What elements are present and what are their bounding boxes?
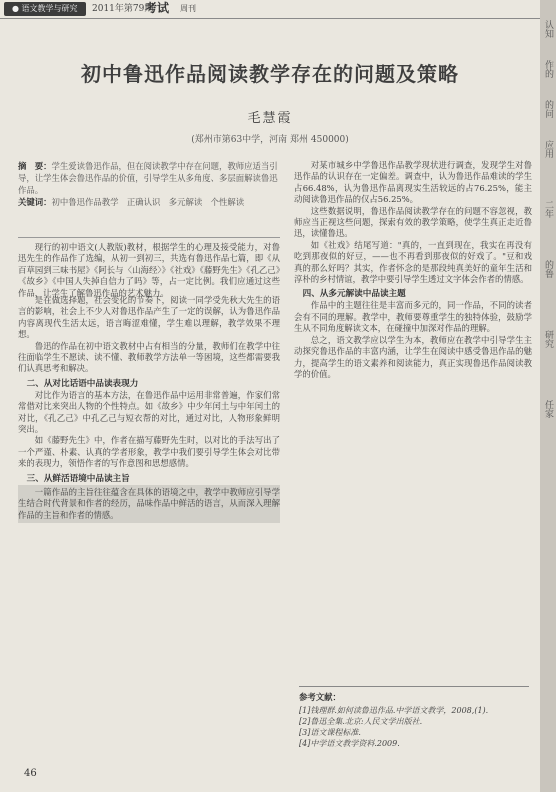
strip-text: 的鲁 [543,260,553,278]
strip-text: 研究 [543,330,553,348]
article-author: 毛慧霞 [247,111,293,126]
strip-text: 任家 [543,400,553,418]
page-number: 46 [24,768,37,779]
magazine-name: 考试 [145,1,170,15]
strip-text: 认知 [543,20,553,38]
section-heading: 二、从对比话语中品读表现力 [26,378,139,389]
body-paragraph: 一篇作品的主旨往往蕴含在具体的语境之中，教学中教师应引导学生结合时代背景和作者的经历，品味作品中鲜活的语言，从而深入理解作品的主旨和作者的情感。 [18,486,280,520]
left-column [18,295,280,523]
body-paragraph: 是在做选择题，社会变化的节奏下，阅读一同学受先秋大先生的语言的影响，社会上不少人对鲁迅作品产生了一定的误解，认为鲁迅作品内容离现代生活太远，语言晦涩难懂，学生难以理解，教学效果不理想。 [18,295,280,340]
header-divider [0,18,540,19]
strip-text: 二年 [543,200,553,218]
author-affiliation: (郑州市第63中学，河南 郑州 450000) [191,135,349,145]
section-heading: 四、从多元解读中品读主题 [302,289,406,300]
body-paragraph: 鲁迅的作品在初中语文教材中占有相当的分量，教师们在教学中往往面临学生不愿读、读不懂、教师教学方法单一等困境，这些都需要我们认真思考和解决。 [18,340,280,374]
intro-box [18,237,280,299]
body-paragraph: 作品中的主题往往是丰富而多元的，同一作品，不同的读者会有不同的理解。教学中，教师要尊重学生的独特体验，鼓励学生从不同角度解读文本，在碰撞中加深对作品的理解。 [294,300,532,334]
keywords-text: 初中鲁迅作品教学 正确认识 多元解读 个性解读 [51,197,245,207]
reference-item: [3]语文课程标准. [299,728,361,737]
body-paragraph: 这些数据说明，鲁迅作品阅读教学存在的问题不容忽视，教师应当正视这些问题，探索有效的教学策略，使学生真正走近鲁迅，读懂鲁迅。 [294,205,532,239]
section-badge: ● 语文教学与研究 [4,2,86,16]
references-heading: 参考文献： [299,692,341,702]
magazine-sub: 周刊 [180,4,196,13]
keywords-paragraph [18,196,278,208]
keywords-label: 关键词： [18,197,52,207]
adjacent-page-edge [540,0,556,792]
reference-item: [4]中学语文教学资料.2009. [299,739,400,748]
body-paragraph: 如《藤野先生》中，作者在描写藤野先生时，以对比的手法写出了一个严谨、朴素、认真的学者形象，教学中我们要引导学生体会对比带来的表现力，领悟作者的写作意图和思想感情。 [18,435,280,469]
references-block [299,686,529,749]
intro-paragraph: 现行的初中语文(人教版)教材，根据学生的心理及接受能力，对鲁迅先生的作品作了选编，从初一到初三，共选有鲁迅作品七篇，即《从百草园到三味书屋》《阿长与〈山海经〉》《社戏》《藤野先生》《孔乙己》《故乡》《中国人失掉自信力了吗》等，占一定比例。我们应通过这些作品，让学生了解鲁迅作品的艺术魅力。 [18,242,280,298]
body-paragraph: 对某市城乡中学鲁迅作品教学现状进行调查，发现学生对鲁迅作品的认识存在一定偏差。调查中，认为鲁迅作品难读的学生占66.48%，认为鲁迅作品离现实生活较远的占76.25%，能主动阅读鲁迅作品的仅占56.25%。 [294,160,532,205]
body-paragraph: 总之，语文教学应以学生为本，教师应在教学中引导学生主动探究鲁迅作品的丰富内涵，让学生在阅读中感受鲁迅作品的魅力，提高学生的语文素养和阅读能力，真正实现鲁迅作品阅读教学的价值。 [294,334,532,379]
body-paragraph: 对比作为语言的基本方法，在鲁迅作品中运用非常普遍，作家们常常借对比来突出人物的个性特点。如《故乡》中少年闰土与中年闰土的对比，《孔乙己》中孔乙己与短衣帮的对比，通过对比，人物形象鲜明突出。 [18,389,280,435]
article-title: 初中鲁迅作品阅读教学存在的问题及策略 [81,62,459,86]
shaded-box [18,485,280,523]
strip-text: 的问 [543,100,553,118]
section-heading: 三、从鲜活语境中品读主旨 [26,473,130,484]
strip-text: 作的 [543,60,553,78]
abstract-text: 学生爱读鲁迅作品，但在阅读教学中存在问题，教师应适当引导，让学生体会鲁迅作品的价值，引导学生从多角度、多层面解读鲁迅作品。 [18,161,278,195]
abstract-block [18,160,278,208]
abstract-label: 摘 要： [18,161,52,171]
issue-label: 2011年第79期 [92,4,154,14]
reference-item: [1]钱理群.如何读鲁迅作品.中学语文教学，2008,(1). [299,706,489,715]
body-paragraph: 如《社戏》结尾写道："真的，一直到现在，我实在再没有吃到那夜似的好豆，——也不再看到那夜似的好戏了。"豆和戏真的那么好吗？其实，作者怀念的是那段纯真美好的童年生活和淳朴的乡村情谊，教学中要引导学生透过文字体会作者的情感。 [294,239,532,285]
reference-item: [2]鲁迅全集.北京:人民文学出版社. [299,717,423,726]
right-column [294,160,532,380]
abstract-paragraph [18,160,278,196]
strip-text: 应用 [543,140,553,158]
